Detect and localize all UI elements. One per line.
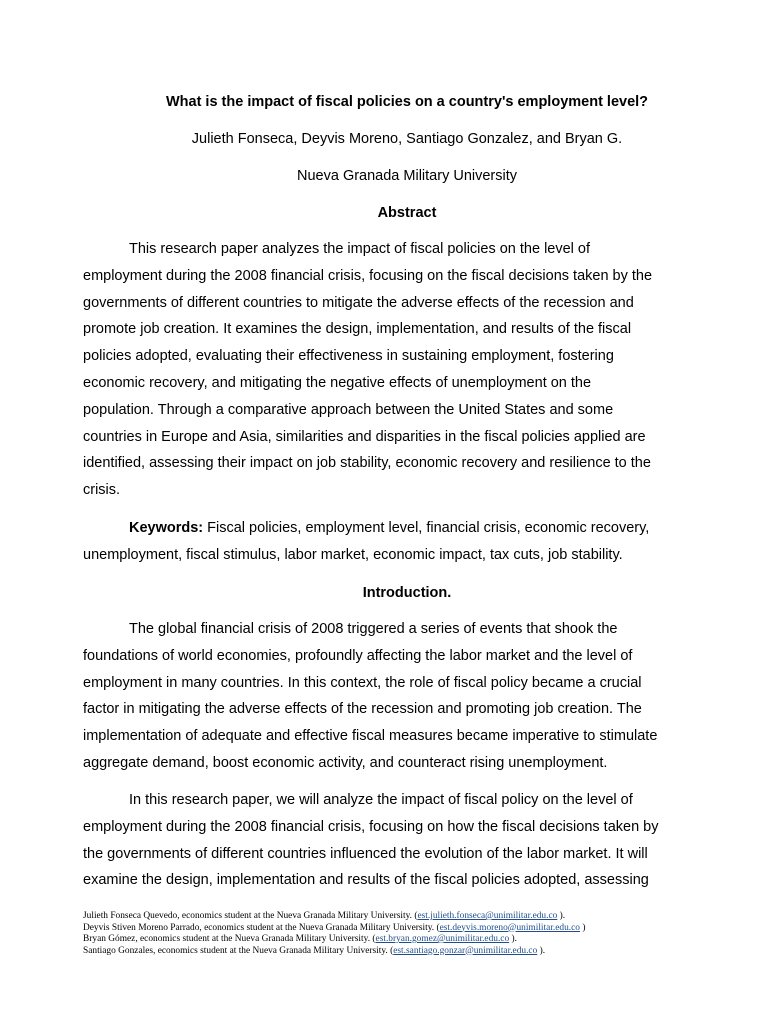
email-link[interactable]: est.bryan.gomez@unimilitar.edu.co: [375, 934, 510, 944]
footnote-end: ).: [557, 911, 566, 921]
abstract-heading: Abstract: [377, 205, 437, 221]
intro-line: factor in mitigating the adverse effects of the recession and promoting job creation. The: [83, 701, 642, 718]
abstract-line: identified, assessing their impact on job stability, economic recovery and resilience to the: [83, 455, 651, 472]
abstract-line: population. Through a comparative approach between the United States and some: [83, 401, 614, 418]
intro-line: In this research paper, we will analyze the impact of fiscal policy on the level of: [129, 792, 633, 808]
keywords-text: Fiscal policies, employment level, financial crisis, economic recovery,: [203, 520, 650, 536]
footnote-text: Julieth Fonseca Quevedo, economics student at the Nueva Granada Military University. (: [83, 911, 418, 921]
intro-line: foundations of world economies, profoundly affecting the labor market and the level of: [83, 647, 633, 664]
footnote-end: ).: [509, 934, 517, 944]
abstract-line: governments of different countries to mitigate the adverse effects of the recession and: [83, 294, 634, 311]
introduction-paragraph: [83, 616, 683, 777]
footnote: [83, 911, 703, 923]
abstract-line: policies adopted, evaluating their effectiveness in sustaining employment, fostering: [83, 348, 614, 365]
intro-line: implementation of adequate and effective fiscal measures became imperative to stimulate: [83, 728, 658, 745]
abstract-line: promote job creation. It examines the design, implementation, and results of the fiscal: [83, 321, 632, 338]
footnote-end: ).: [537, 945, 546, 956]
keywords-line: unemployment, fiscal stimulus, labor market, economic impact, tax cuts, job stability.: [83, 546, 623, 563]
email-link[interactable]: est.santiago.gonzar@unimilitar.edu.co: [393, 945, 538, 956]
footnote-text: Deyvis Stiven Moreno Parrado, economics student at the Nueva Granada Military University. (: [83, 922, 440, 933]
intro-line: employment during the 2008 financial crisis, focusing on how the fiscal decisions taken by: [83, 818, 659, 835]
keywords-line: [83, 515, 683, 542]
paper-title: What is the impact of fiscal policies on a country's employment level?: [165, 94, 649, 110]
intro-line: examine the design, implementation and results of the fiscal policies adopted, assessing: [83, 872, 649, 889]
footnotes: [83, 911, 703, 957]
footnote: [83, 923, 703, 935]
footnote-text: Santiago Gonzales, economics student at the Nueva Granada Military University. (: [83, 945, 394, 956]
footnote-text: Bryan Gómez, economics student at the Nueva Granada Military University. (: [83, 934, 376, 944]
footnote: [83, 934, 703, 946]
abstract-line: crisis.: [83, 482, 121, 499]
abstract-line: This research paper analyzes the impact of fiscal policies on the level of: [129, 241, 591, 257]
abstract-line: employment during the 2008 financial crisis, focusing on the fiscal decisions taken by the: [83, 267, 653, 284]
abstract-paragraph: [83, 236, 683, 504]
paper-authors: Julieth Fonseca, Deyvis Moreno, Santiago Gonzalez, and Bryan G.: [191, 131, 623, 147]
introduction-heading: Introduction.: [362, 585, 452, 601]
intro-line: The global financial crisis of 2008 triggered a series of events that shook the: [129, 621, 618, 637]
paper-affiliation: Nueva Granada Military University: [297, 168, 517, 184]
intro-line: the governments of different countries influenced the evolution of the labor market. It will: [83, 845, 648, 862]
keywords-paragraph: [83, 515, 683, 569]
introduction-paragraph: [83, 787, 683, 894]
intro-line: aggregate demand, boost economic activity, and counteract rising unemployment.: [83, 754, 608, 771]
footnote-end: ): [579, 922, 586, 933]
abstract-line: countries in Europe and Asia, similarities and disparities in the fiscal policies applied are: [83, 428, 646, 445]
keywords-label: Keywords:: [129, 520, 204, 536]
footnote: [83, 946, 703, 958]
email-link[interactable]: est.julieth.fonseca@unimilitar.edu.co: [417, 911, 558, 921]
email-link[interactable]: est.deyvis.moreno@unimilitar.edu.co: [439, 922, 580, 933]
intro-line: employment in many countries. In this context, the role of fiscal policy became a crucial: [83, 674, 642, 691]
abstract-line: economic recovery, and mitigating the negative effects of unemployment on the: [83, 374, 592, 391]
